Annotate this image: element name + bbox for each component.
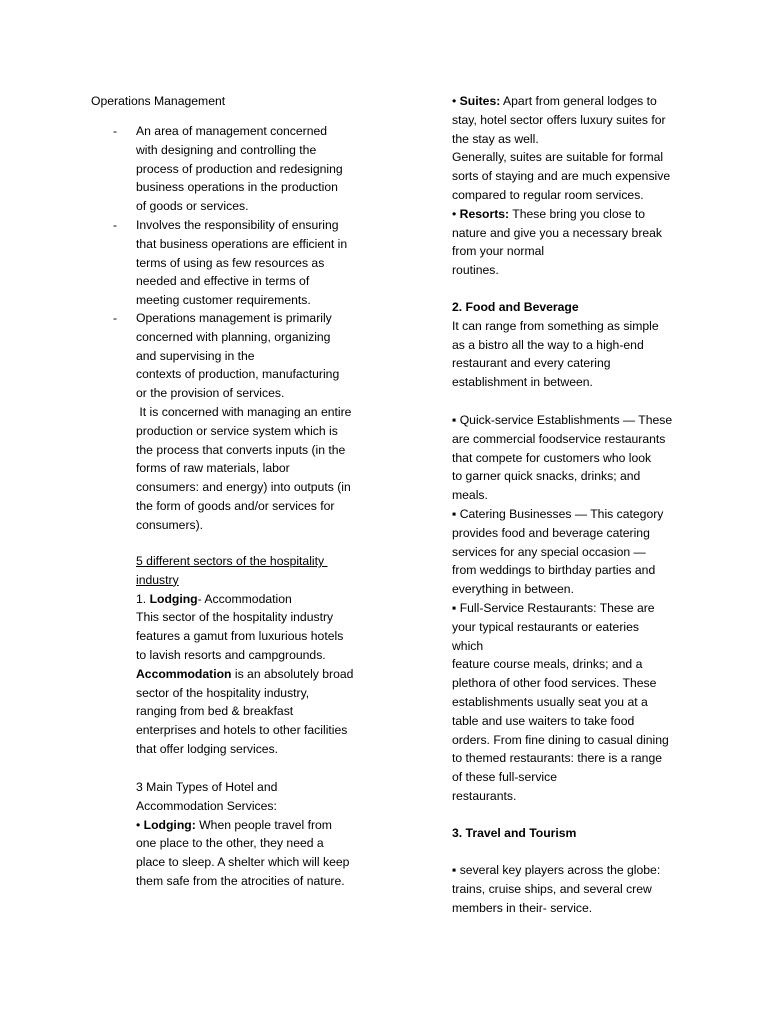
food-heading: 2. Food and Beverage: [452, 300, 579, 314]
lodging-heading: [136, 590, 353, 609]
text-line: trains, cruise ships, and several crew: [452, 881, 652, 896]
text-line: place to sleep. A shelter which will keep: [136, 855, 350, 870]
sectors-section: [136, 552, 353, 759]
types-heading: Accommodation Services:: [136, 798, 277, 813]
text-line: process of production and redesigning: [136, 161, 343, 176]
text-line: that offer lodging services.: [136, 741, 279, 756]
lodging-type-bold: Lodging:: [143, 817, 196, 832]
text-line: everything in between.: [452, 582, 574, 597]
list-item-1: [136, 122, 343, 216]
text-line: nature and give you a necessary break: [452, 225, 663, 240]
lodging-type-line: [136, 816, 349, 835]
text-line: plethora of other food services. These: [452, 676, 657, 691]
suites-line: [452, 92, 670, 111]
text-line: An area of management concerned: [136, 124, 328, 138]
sectors-heading: industry: [136, 572, 179, 587]
list-item-3: [136, 309, 351, 535]
suites-bold: Suites:: [459, 94, 501, 108]
text-line: that compete for customers who look: [452, 450, 652, 465]
text-line: from your normal: [452, 244, 545, 259]
text-line: enterprises and hotels to other facilities: [136, 723, 348, 738]
suites-rest: Apart from general lodges to: [500, 94, 657, 108]
text-line: to lavish resorts and campgrounds.: [136, 647, 326, 662]
dash-bullet: -: [113, 218, 118, 232]
text-line: services for any special occasion —: [452, 544, 646, 559]
text-line: the form of goods and/or services for: [136, 498, 335, 513]
text-line: of these full-service: [452, 770, 557, 785]
resorts-line: [452, 205, 670, 224]
text-line: establishments usually seat you at a: [452, 694, 648, 709]
accommodation-rest: is an absolutely broad: [231, 666, 354, 681]
right-column-top: [452, 92, 670, 280]
text-line: ▪ Catering Businesses — This category: [452, 506, 664, 521]
accommodation-line: [136, 665, 353, 684]
text-line: Generally, suites are suitable for formal: [452, 150, 664, 165]
types-section: [136, 778, 349, 891]
list-item-2: [136, 216, 347, 310]
food-items: [452, 411, 672, 806]
text-line: restaurants.: [452, 788, 517, 803]
text-line: ▪ Full-Service Restaurants: These are: [452, 600, 655, 615]
text-line: members in their- service.: [452, 900, 593, 915]
text-line: compared to regular room services.: [452, 187, 644, 202]
text-line: and supervising in the: [136, 348, 255, 363]
text-line: which: [452, 638, 484, 653]
page-title: Operations Management: [91, 94, 226, 108]
text-line: ▪ several key players across the globe:: [452, 863, 661, 877]
bullet: •: [136, 817, 144, 832]
text-line: the process that converts inputs (in the: [136, 442, 346, 457]
text-line: table and use waiters to take food: [452, 713, 635, 728]
text-line: This sector of the hospitality industry: [136, 610, 334, 625]
text-line: contexts of production, manufacturing: [136, 367, 340, 382]
lodging-number: 1.: [136, 591, 150, 606]
text-line: the stay as well.: [452, 131, 539, 146]
text-line: concerned with planning, organizing: [136, 329, 331, 344]
lodging-subtitle: - Accommodation: [197, 591, 292, 606]
text-line: meeting customer requirements.: [136, 293, 311, 308]
text-line: establishment in between.: [452, 375, 593, 390]
text-line: provides food and beverage catering: [452, 525, 650, 540]
text-line: to themed restaurants: there is a range: [452, 751, 663, 766]
lodging-type-rest: When people travel from: [195, 817, 332, 832]
resorts-bold: Resorts:: [459, 206, 510, 221]
text-line: consumers: and energy) into outputs (in: [136, 480, 351, 495]
text-line: sector of the hospitality industry,: [136, 685, 310, 700]
text-line: business operations in the production: [136, 180, 338, 195]
text-line: forms of raw materials, labor: [136, 461, 290, 476]
text-line: them safe from the atrocities of nature.: [136, 873, 345, 888]
text-line: are commercial foodservice restaurants: [452, 431, 666, 446]
text-line: terms of using as few resources as: [136, 255, 325, 270]
dash-bullet: -: [113, 311, 118, 325]
text-line: It is concerned with managing an entire: [136, 404, 352, 419]
travel-section: [452, 861, 660, 917]
text-line: orders. From fine dining to casual dining: [452, 732, 669, 747]
text-line: restaurant and every catering: [452, 356, 611, 371]
types-heading: 3 Main Types of Hotel and: [136, 780, 278, 794]
accommodation-bold: Accommodation: [136, 666, 232, 681]
text-line: with designing and controlling the: [136, 142, 317, 157]
text-line: one place to the other, they need a: [136, 836, 324, 851]
text-line: features a gamut from luxurious hotels: [136, 629, 344, 644]
text-line: from weddings to birthday parties and: [452, 563, 656, 578]
text-line: It can range from something as simple: [452, 318, 659, 333]
sectors-heading: 5 different sectors of the hospitality: [136, 554, 328, 568]
text-line: feature course meals, drinks; and a: [452, 657, 643, 672]
food-section: [452, 298, 659, 392]
text-line: of goods or services.: [136, 199, 249, 214]
text-line: ranging from bed & breakfast: [136, 704, 294, 719]
text-line: that business operations are efficient in: [136, 236, 348, 251]
text-line: production or service system which is: [136, 423, 338, 438]
travel-heading: 3. Travel and Tourism: [452, 826, 577, 840]
text-line: consumers).: [136, 517, 204, 532]
text-line: to garner quick snacks, drinks; and: [452, 469, 641, 484]
text-line: needed and effective in terms of: [136, 274, 310, 289]
resorts-rest: These bring you close to: [509, 206, 646, 221]
bullet: •: [452, 206, 460, 221]
text-line: routines.: [452, 263, 499, 278]
text-line: Operations management is primarily: [136, 311, 332, 325]
text-line: your typical restaurants or eateries: [452, 619, 639, 634]
text-line: or the provision of services.: [136, 386, 285, 401]
bullet: •: [452, 94, 460, 108]
text-line: sorts of staying and are much expensive: [452, 169, 671, 184]
dash-bullet: -: [113, 124, 118, 138]
text-line: stay, hotel sector offers luxury suites for: [452, 112, 666, 127]
lodging-bold: Lodging: [149, 591, 198, 606]
text-line: meals.: [452, 488, 488, 503]
text-line: ▪ Quick-service Establishments — These: [452, 413, 673, 427]
text-line: as a bistro all the way to a high-end: [452, 337, 644, 352]
text-line: Involves the responsibility of ensuring: [136, 218, 339, 232]
